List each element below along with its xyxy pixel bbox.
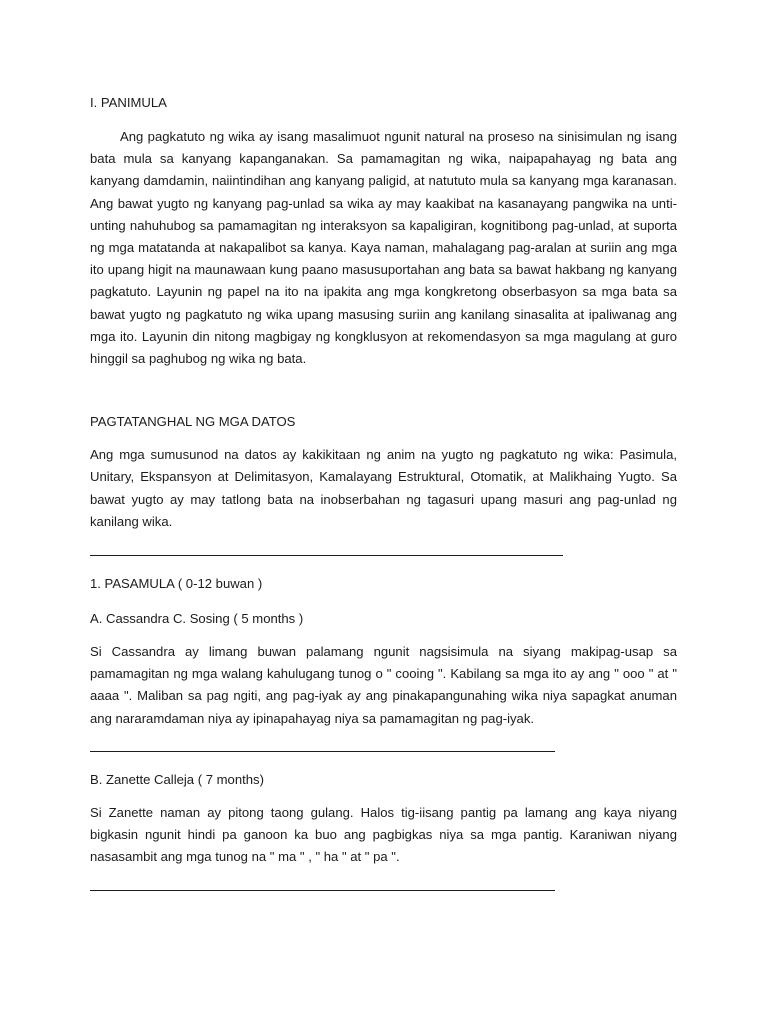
- data-presentation-paragraph: Ang mga sumusunod na datos ay kakikitaan ng anim na yugto ng pagkatuto ng wika: Pasimula, Unitary, Ekspansyon at Delimitasyon, Kamalayang Estruktural, Otomatik, at Malikhaing Yugto. Sa bawat yugto ay may tatlong bata na inobserbahan ng tagasuri upang masuri ang pag-unlad ng kanilang wika.: [90, 447, 677, 529]
- stage-heading: 1. PASAMULA ( 0-12 buwan ): [90, 576, 263, 592]
- section-divider: [90, 751, 555, 752]
- document-body: [90, 95, 677, 891]
- intro-paragraph: Ang pagkatuto ng wika ay isang masalimuot ngunit natural na proseso na sinisimulan ng isang bata mula sa kanyang kapanganakan. Sa pamamagitan ng wika, naipapahayag ng bata ang kanyang damdamin, naiintindihan ang kanyang paligid, at natututo mula sa kanyang mga karanasan. Ang bawat yugto ng kanyang pag-unlad sa wika ay may kaakibat na kasanayang pangwika na unti-unting nahuhubog sa pamamagitan ng interaksyon sa kapaligiran, kognitibong pag-unlad, at suporta ng mga matatanda at nakapalibot sa kanya. Kaya naman, mahalagang pag-aralan at suriin ang mga ito upang higit na maunawaan kung paano masusuportahan ang bata sa bawat hakbang ng kanyang pagkatuto. Layunin ng papel na ito na ipakita ang mga kongkretong obserbasyon sa mga bata sa bawat yugto ng pagkatuto ng wika upang masusing suriin ang kanilang sinasalita at ipaliwanag ang mga ito. Layunin din nitong magbigay ng kongklusyon at rekomendasyon sa mga magulang at guro hinggil sa paghubog ng wika ng bata.: [90, 129, 677, 367]
- child-b-paragraph: Si Zanette naman ay pitong taong gulang. Halos tig-iisang pantig pa lamang ang kaya niyang bigkasin ngunit hindi pa ganoon ka buo ang pagbigkas niya sa mga pantig. Karaniwan niyang nasasambit ang mga tunog na " ma " , " ha " at " pa ".: [90, 804, 677, 865]
- child-a-paragraph: Si Cassandra ay limang buwan palamang ngunit nagsisimula na siyang makipag-usap sa pamamagitan ng mga walang kahulugang tunog o " cooing ". Kabilang sa mga ito ay ang " ooo " at " aaaa ". Maliban sa pag ngiti, ang pag-iyak ay ang pinakapangunahing wika niya sapagkat anuman ang nararamdaman niya ay ipinapahayag niya sa pamamagitan ng pag-iyak.: [90, 644, 677, 726]
- child-a-heading: A. Cassandra C. Sosing ( 5 months ): [90, 611, 304, 627]
- data-presentation-heading: PAGTATANGHAL NG MGA DATOS: [90, 414, 296, 430]
- intro-heading: I. PANIMULA: [90, 95, 167, 110]
- section-divider: [90, 555, 563, 556]
- child-b-heading: B. Zanette Calleja ( 7 months): [90, 771, 264, 787]
- section-divider: [90, 890, 555, 891]
